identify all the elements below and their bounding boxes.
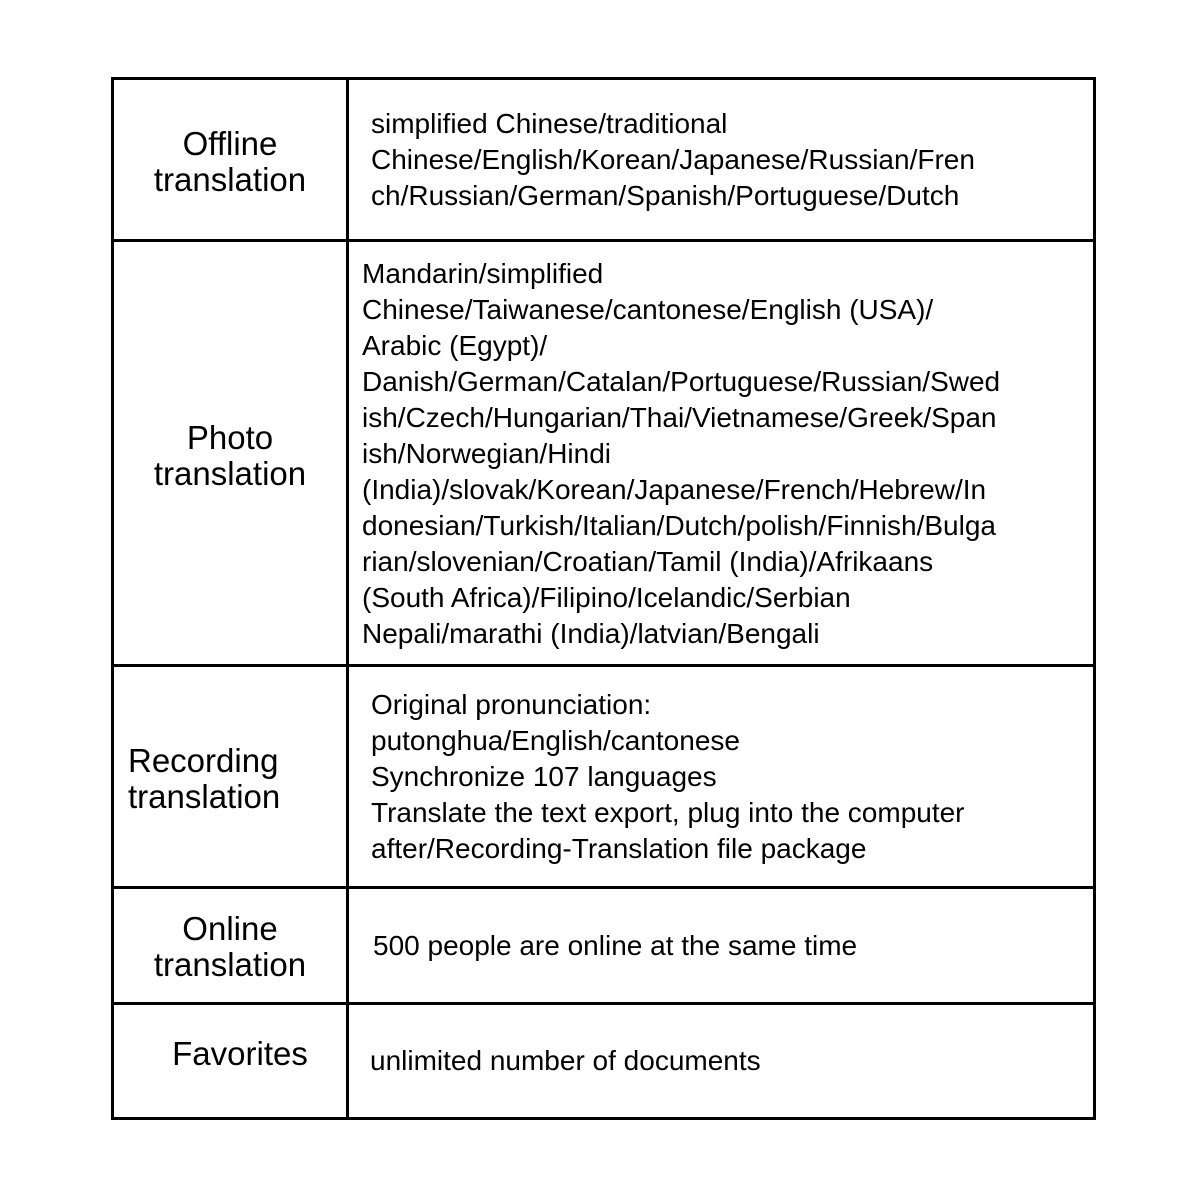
row-label-favorites	[114, 1005, 346, 1117]
row-value-offline-translation	[349, 80, 1093, 240]
row-value-text: simplified Chinese/traditional Chinese/English/Korean/Japanese/Russian/Fren ch/Russian/German/Spanish/Portuguese/Dutch	[371, 108, 975, 211]
row-label-photo-translation	[114, 242, 346, 665]
row-value-favorites	[349, 1005, 1093, 1117]
row-value-text: Original pronunciation: putonghua/English/cantonese Synchronize 107 languages Translate the text export, plug into the computer after/Recording-Translation file package	[371, 689, 965, 864]
row-label-text: Favorites	[172, 1035, 308, 1072]
feature-table	[111, 77, 1096, 1120]
row-value-text: unlimited number of documents	[370, 1045, 761, 1076]
row-label-text: Recording translation	[128, 742, 281, 815]
row-label-text: Online translation	[153, 910, 307, 983]
row-label-offline-translation	[114, 80, 346, 240]
row-label-recording-translation	[114, 667, 346, 887]
row-value-text: 500 people are online at the same time	[373, 930, 858, 961]
row-value-photo-translation	[349, 242, 1093, 665]
row-label-text: Photo translation	[153, 418, 307, 492]
row-label-text: Offline translation	[153, 125, 307, 198]
row-label-online-translation	[114, 889, 346, 1003]
row-value-online-translation	[349, 889, 1093, 1003]
row-value-text: Mandarin/simplified Chinese/Taiwanese/cantonese/English (USA)/ Arabic (Egypt)/ Danish/German/Catalan/Portuguese/Russian/Swed ish/Czech/Hungarian/Thai/Vietnamese/Greek/Span ish/Norwegian/Hindi (India)/slovak/Korean/Japanese/French/Hebrew/In donesian/Turkish/Italian/Dutch/polish/Finnish/Bulga rian/slovenian/Croatian/Tamil (India)/Afrikaans (South Africa)/Filipino/Icelandic/Serbian Nepali/marathi (India)/latvian/Bengali	[362, 257, 1001, 649]
row-value-recording-translation	[349, 667, 1093, 887]
